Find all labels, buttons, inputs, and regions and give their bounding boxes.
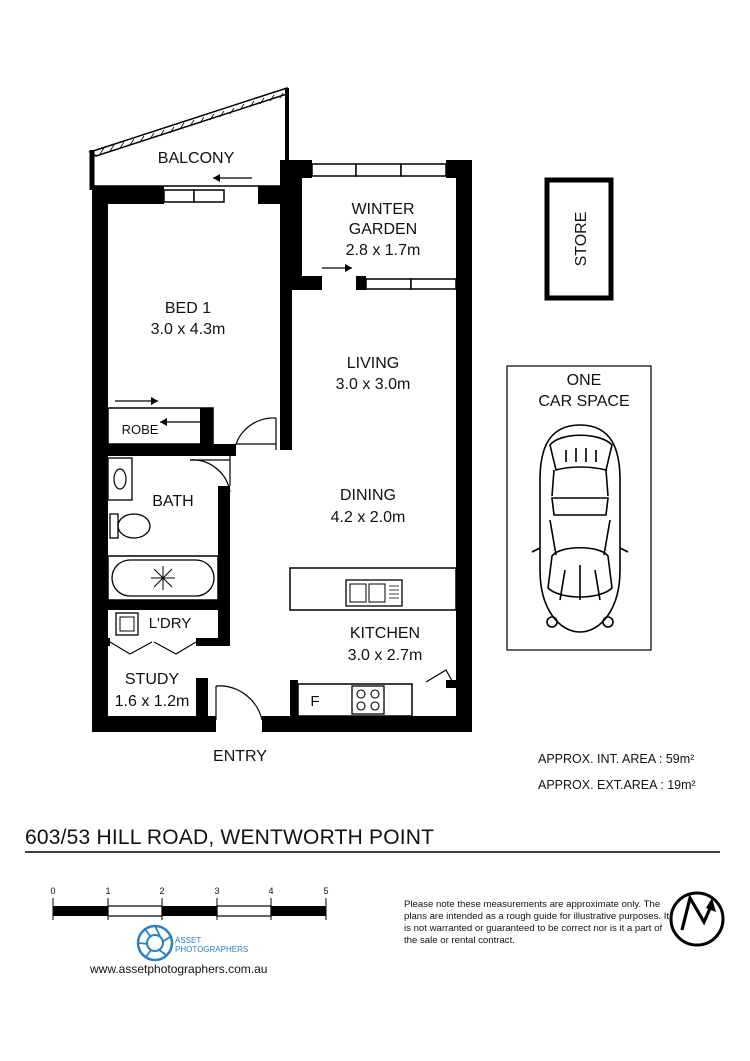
car-top-view-icon xyxy=(532,425,628,632)
kitchen-label: KITCHEN xyxy=(349,625,421,642)
disclaimer: Please note these measurements are approximate only. The plans are intended as a rough guide for illustrative purposes. It is not warranted or guaranteed to be correct nor is it a part of the sale or rental contract. xyxy=(404,899,670,946)
car-space xyxy=(507,366,651,650)
property-address: 603/53 HILL ROAD, WENTWORTH POINT xyxy=(25,826,435,849)
scale-tick-4: 4 xyxy=(268,886,274,896)
car-space-label-2: CAR SPACE xyxy=(538,393,630,410)
winter-garden-label-1: WINTER xyxy=(351,201,415,218)
bath-label: BATH xyxy=(152,493,194,510)
camera-aperture-icon xyxy=(138,926,172,960)
balcony-label: BALCONY xyxy=(157,150,235,167)
living-dining xyxy=(331,355,411,526)
store xyxy=(547,180,611,298)
scale-tick-2: 2 xyxy=(159,886,165,896)
external-area: APPROX. EXT.AREA : 19m² xyxy=(538,778,696,792)
entry-label: ENTRY xyxy=(213,748,267,765)
living-dims: 3.0 x 3.0m xyxy=(335,376,411,393)
scale-tick-1: 1 xyxy=(105,886,111,896)
kitchen-dims: 3.0 x 2.7m xyxy=(347,647,423,664)
bed1-dims: 3.0 x 4.3m xyxy=(150,321,226,338)
scale-tick-0: 0 xyxy=(50,886,56,896)
winter-garden-label-2: GARDEN xyxy=(348,221,418,238)
study-dims: 1.6 x 1.2m xyxy=(114,693,190,710)
bath xyxy=(108,456,230,600)
internal-area: APPROX. INT. AREA : 59m² xyxy=(538,752,695,766)
winter-garden xyxy=(346,201,421,259)
study xyxy=(115,671,190,710)
north-arrow-icon xyxy=(671,893,723,945)
robe-label: ROBE xyxy=(121,422,159,437)
study-label: STUDY xyxy=(124,671,180,688)
fridge-label: F xyxy=(310,693,320,710)
store-label: STORE xyxy=(573,211,590,267)
dining-dims: 4.2 x 2.0m xyxy=(330,509,406,526)
scale-tick-5: 5 xyxy=(323,886,329,896)
bed1 xyxy=(108,300,276,450)
kitchen xyxy=(290,568,456,716)
laundry-label: L'DRY xyxy=(148,615,192,632)
winter-garden-dims: 2.8 x 1.7m xyxy=(345,242,421,259)
dining-label: DINING xyxy=(340,487,396,504)
living-label: LIVING xyxy=(346,355,400,372)
balcony xyxy=(90,88,287,190)
bed1-label: BED 1 xyxy=(164,300,212,317)
scale-bar xyxy=(50,886,328,920)
laundry xyxy=(110,613,196,654)
car-space-label-1: ONE xyxy=(566,372,602,389)
website-url: www.assetphotographers.com.au xyxy=(90,962,268,976)
scale-tick-3: 3 xyxy=(214,886,220,896)
brand-name: ASSET PHOTOGRAPHERS xyxy=(175,936,249,954)
entry-door xyxy=(213,686,267,765)
